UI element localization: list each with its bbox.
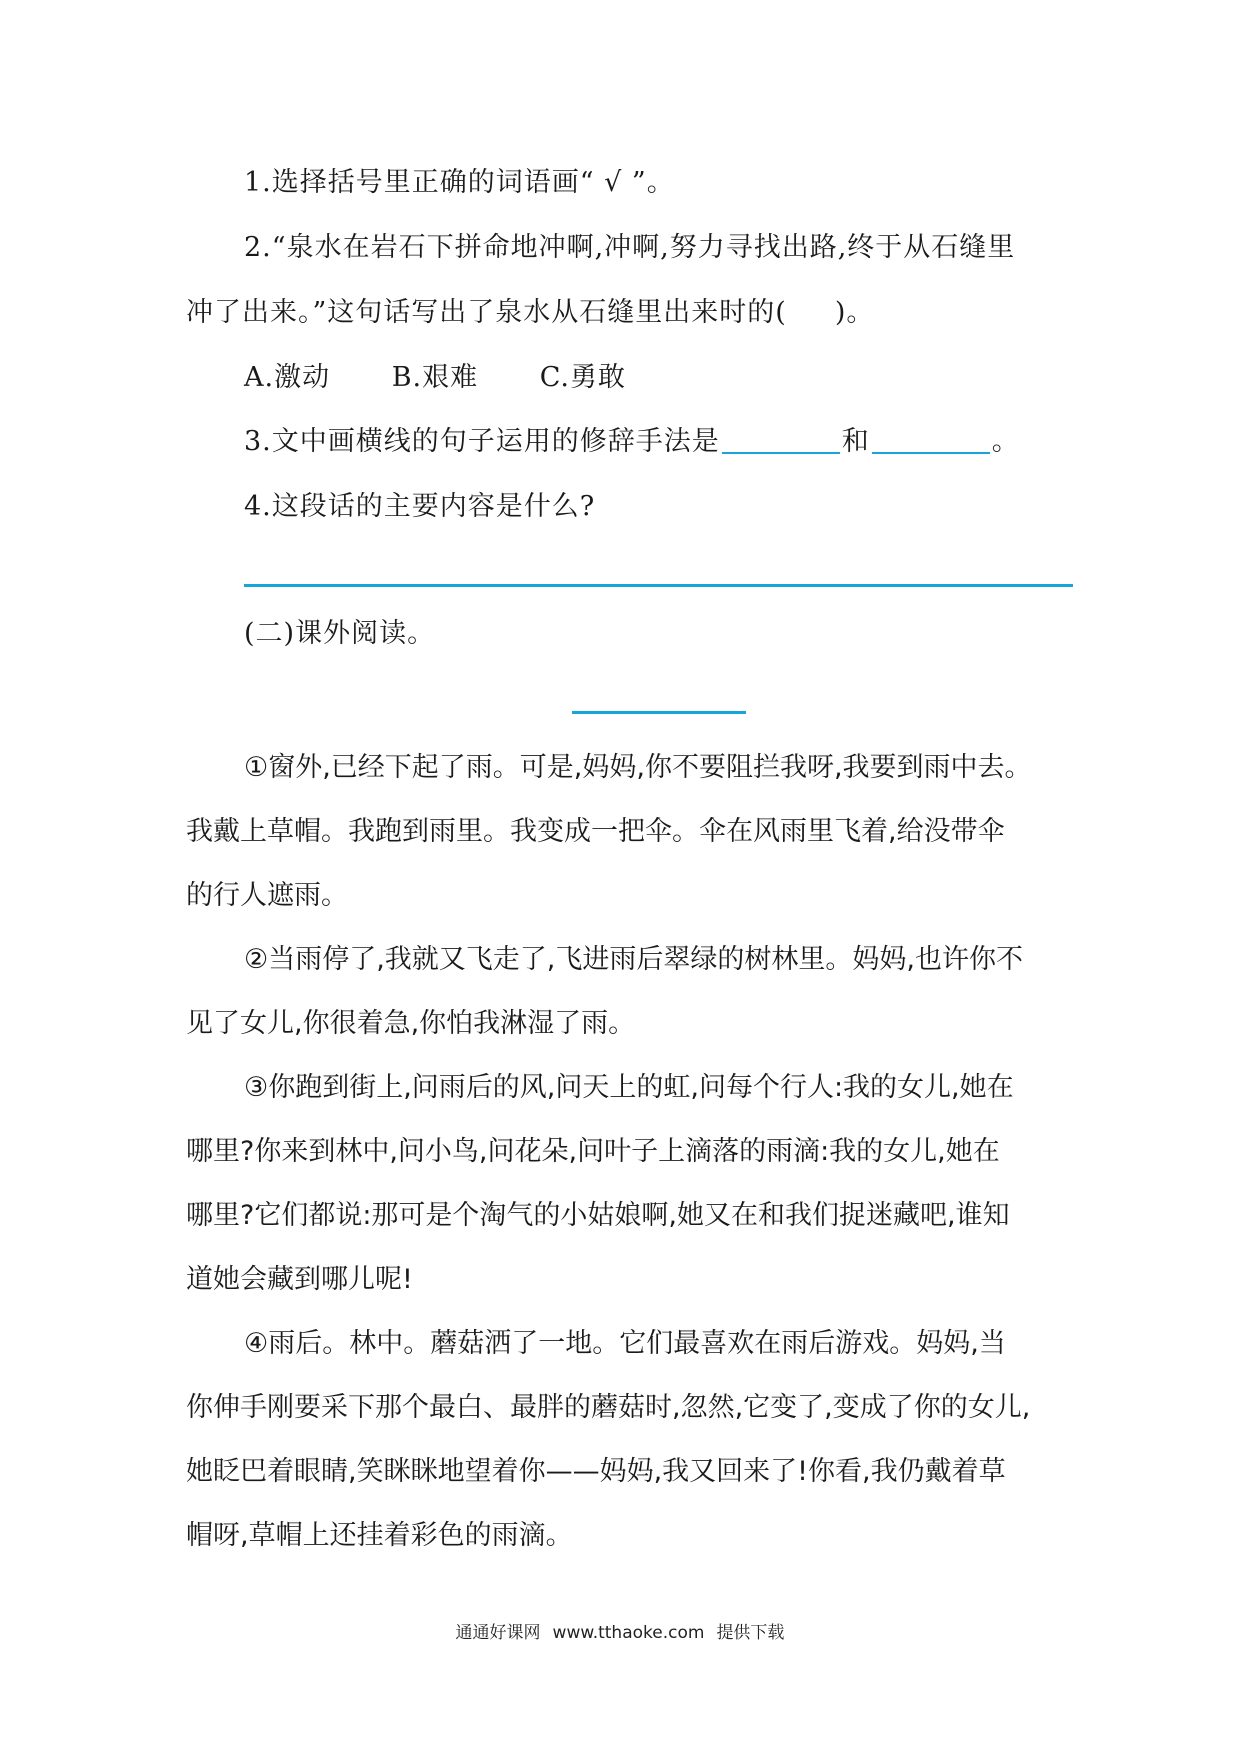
option-c[interactable]: C.勇敢	[539, 362, 626, 393]
footer-suffix: 提供下载	[716, 1623, 785, 1643]
option-b[interactable]: B.艰难	[391, 362, 479, 393]
option-a[interactable]: A.激动	[244, 362, 331, 393]
footer-url[interactable]: www.tthaoke.com	[552, 1623, 705, 1643]
page-footer	[0, 1618, 1240, 1643]
question-3	[244, 425, 1020, 459]
passage-line: 哪里?它们都说:那可是个淘气的小姑娘啊,她又在和我们捉迷藏吧,谁知	[186, 1200, 1010, 1231]
question-2-line-2	[186, 296, 874, 330]
question-3-text: 3.文中画横线的句子运用的修辞手法是	[244, 426, 720, 457]
passage-line: ②当雨停了,我就又飞走了,飞进雨后翠绿的树林里。妈妈,也许你不	[244, 944, 1023, 975]
question-2-close: )。	[834, 297, 875, 328]
question-2-text: 冲了出来。”这句话写出了泉水从石缝里出来时的(	[186, 297, 787, 328]
question-2-options	[244, 361, 626, 395]
question-1: 1.选择括号里正确的词语画“ √ ”。	[244, 167, 675, 198]
passage-line: 哪里?你来到林中,问小鸟,问花朵,问叶子上滴落的雨滴:我的女儿,她在	[186, 1136, 1000, 1167]
title-blank-line[interactable]	[572, 711, 746, 714]
answer-line-q4[interactable]	[244, 584, 1073, 587]
passage-line: 的行人遮雨。	[186, 880, 348, 911]
answer-blank-1[interactable]	[722, 452, 840, 454]
passage-line: ④雨后。林中。蘑菇洒了一地。它们最喜欢在雨后游戏。妈妈,当	[244, 1328, 1006, 1359]
passage-line: 道她会藏到哪儿呢!	[186, 1264, 413, 1295]
answer-blank-2[interactable]	[872, 452, 990, 454]
passage-line: 我戴上草帽。我跑到雨里。我变成一把伞。伞在风雨里飞着,给没带伞	[186, 816, 1005, 847]
passage-line: 她眨巴着眼睛,笑眯眯地望着你——妈妈,我又回来了!你看,我仍戴着草	[186, 1456, 1006, 1487]
passage-line: 见了女儿,你很着急,你怕我淋湿了雨。	[186, 1008, 636, 1039]
question-2-line-1: 2.“泉水在岩石下拼命地冲啊,冲啊,努力寻找出路,终于从石缝里	[244, 232, 1016, 263]
footer-site-name: 通通好课网	[455, 1623, 541, 1643]
passage-line: ③你跑到街上,问雨后的风,问天上的虹,问每个行人:我的女儿,她在	[244, 1072, 1014, 1103]
passage-line: 你伸手刚要采下那个最白、最胖的蘑菇时,忽然,它变了,变成了你的女儿,	[186, 1392, 1031, 1423]
question-3-end: 。	[991, 426, 1020, 457]
section-2-heading: (二)课外阅读。	[244, 618, 436, 649]
passage-line: 帽呀,草帽上还挂着彩色的雨滴。	[186, 1520, 573, 1551]
question-3-and: 和	[841, 426, 870, 457]
question-4: 4.这段话的主要内容是什么?	[244, 491, 596, 522]
passage-line: ①窗外,已经下起了雨。可是,妈妈,你不要阻拦我呀,我要到雨中去。	[244, 752, 1032, 783]
